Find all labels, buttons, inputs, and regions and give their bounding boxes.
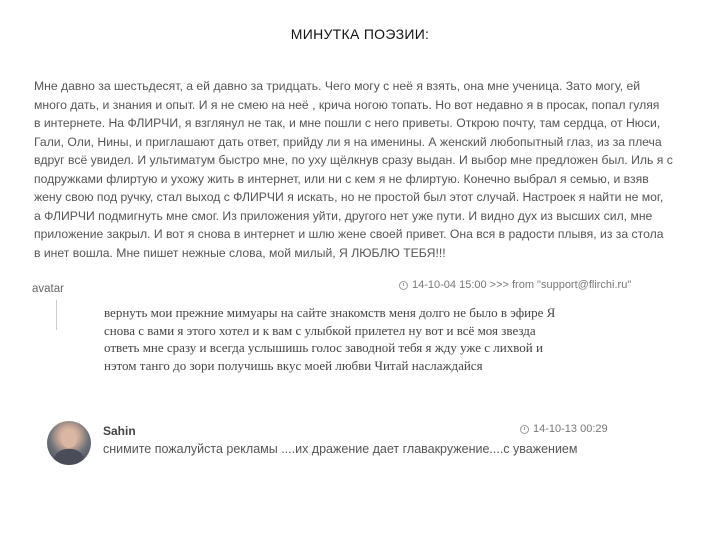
comment-author[interactable]: Sahin	[103, 424, 136, 438]
poem-line: Мне давно за шестьдесят, а ей давно за тридцать. Чего могу с неё я взять, она мне ученица. Зато могу, ей	[34, 79, 641, 93]
clock-icon	[520, 425, 529, 434]
poem-line: в инет вошла. Мне пишет нежные слова, мой милый, Я ЛЮБЛЮ ТЕБЯ!!!	[34, 245, 446, 260]
comment-message: снимите пожалуйста рекламы ....их дражение дает главакружение....с уважением	[103, 442, 578, 456]
poem-line: приложение закрыл. И вот я снова в интернет и шлю жене своей привет. Она вся в радости плывя, из за стола	[34, 227, 664, 241]
message-line: вернуть мои прежние мимуары на сайте знакомств меня долго не было в эфире Я	[104, 305, 556, 320]
poem-text	[34, 77, 684, 262]
comment-timestamp: 14-10-13 00:29	[533, 423, 608, 435]
poem-line: вдруг всё увидел. И ультиматум быстро мне, по уху щёлкнув сразу выдан. И выбор мне предложен был. Иль я с	[34, 153, 673, 167]
poem-line: в интернете. На ФЛИРЧИ, я взглянул не так, и мне пошли с него приветы. Открою почту, там сердца, от Нюси,	[34, 116, 661, 130]
comment-timestamp: 14-10-04 15:00 >>> from "support@flirchi.ru"	[412, 279, 632, 291]
comment-message	[104, 304, 664, 374]
avatar[interactable]	[47, 421, 91, 465]
poem-line: а ФЛИРЧИ подмигнуть мне смог. Из приложения уйти, другого нет уже пути. И видно дух из высших сил, мне	[34, 208, 653, 223]
avatar-body	[53, 449, 85, 465]
avatar-head	[61, 429, 77, 448]
page-title: МИНУТКА ПОЭЗИИ:	[290, 26, 430, 42]
clock-icon	[399, 281, 408, 290]
message-line: снова с вами я этого хотел и к вам с улыбкой прилетел ну вот и всё моя звезда	[104, 322, 536, 338]
poem-line: много дать, и знания и опыт. И я не смею на неё , крича ногою топать. Но вот недавно я в просак, попал гуляя	[34, 97, 660, 112]
message-line: ответь мне сразу и всегда услышишь голос заводной тебя я жду уже с лихвой и	[104, 340, 543, 355]
avatar-placeholder: avatar	[32, 283, 64, 295]
poem-line: Гали, Оли, Нины, и приглашают дать ответ, прийду ли я на именины. А женский любопытный глаз, из за плеча	[34, 134, 662, 149]
comment-meta	[399, 279, 631, 291]
poem-line: подружками флиртую и ухожу жить в интернет, или ни с кем я не флиртую. Конечно выбрал я семью, и взяв	[34, 171, 649, 186]
poem-line: жену свою под ручку, стал выход с ФЛИРЧИ я искать, но не простой был этот случай. Настроек я найти не мог,	[34, 190, 664, 204]
avatar-divider	[56, 300, 57, 330]
message-line: нэтом танго до зори получишь вкус моей любви Читай наслаждайся	[104, 357, 483, 373]
comment-meta	[520, 423, 608, 435]
